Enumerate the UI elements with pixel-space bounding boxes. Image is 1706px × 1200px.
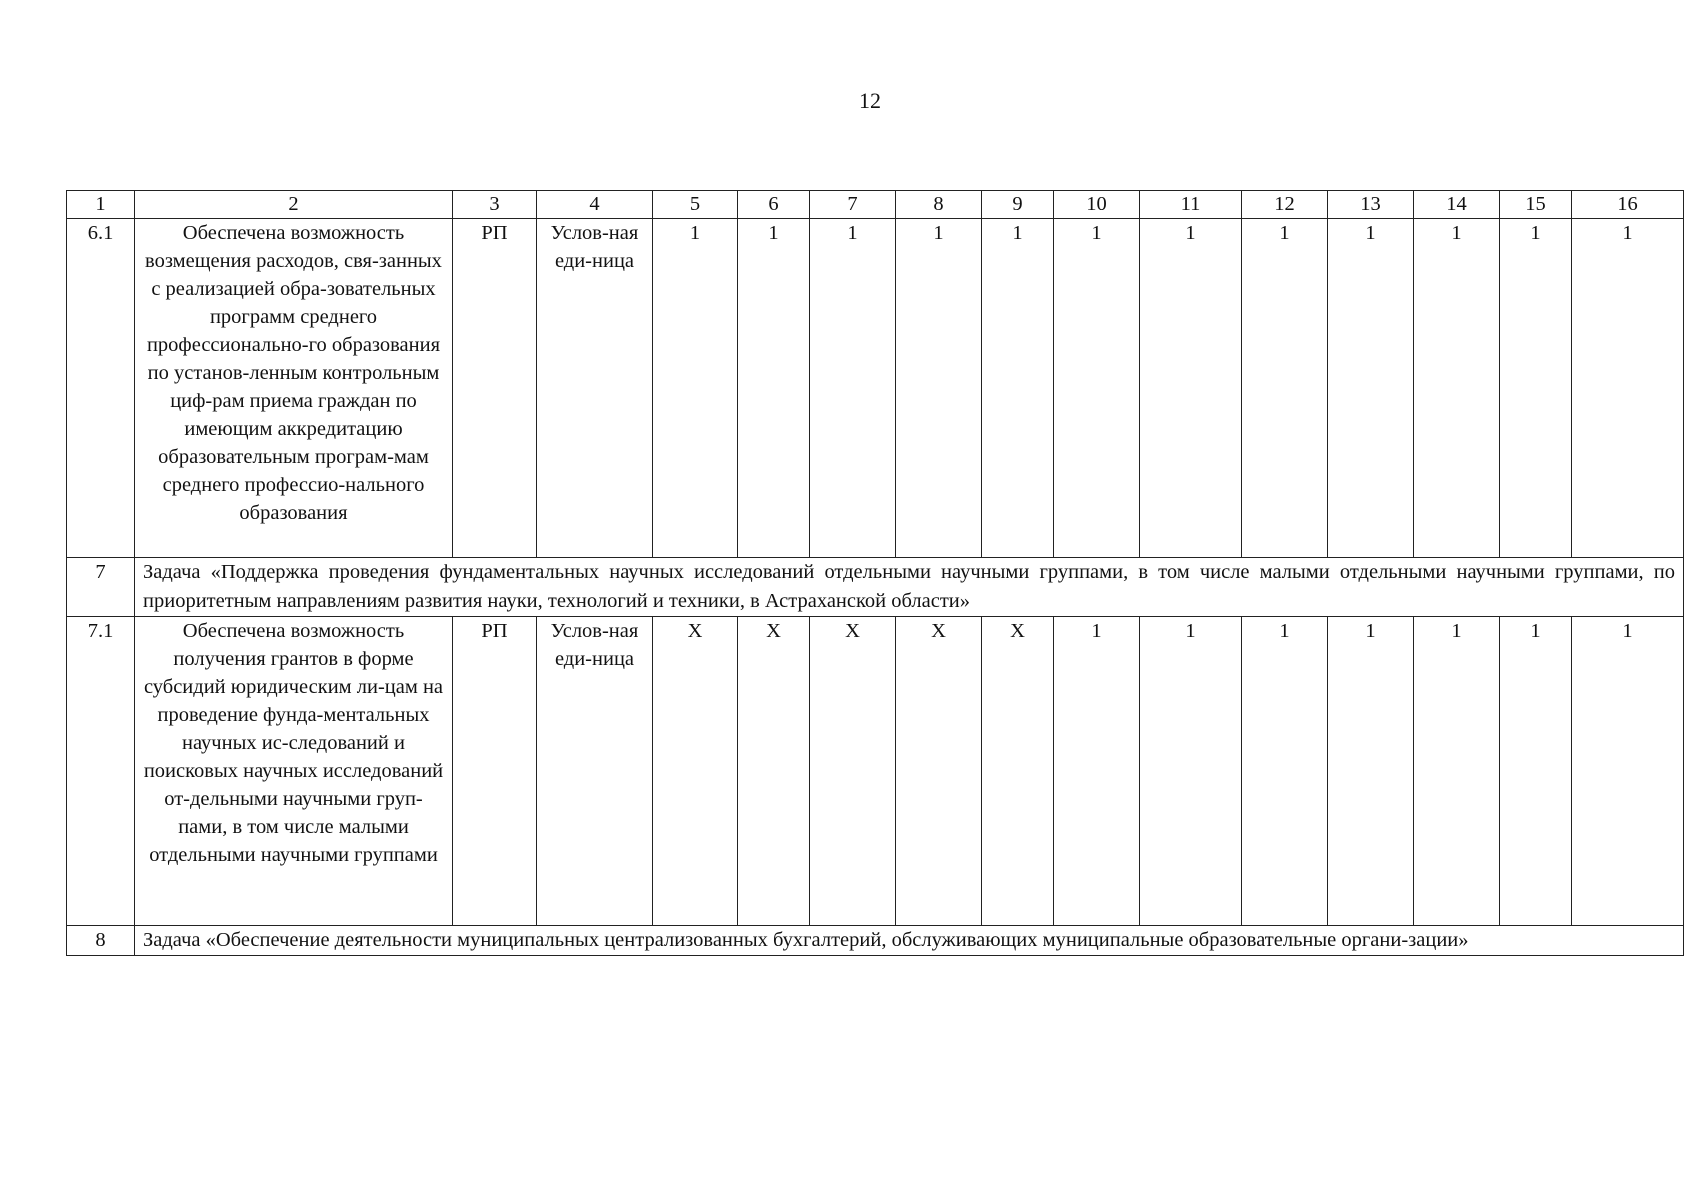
value-cell: 1 — [1500, 617, 1572, 926]
indicator-table — [66, 190, 1684, 956]
column-header: 4 — [537, 191, 653, 219]
column-header: 15 — [1500, 191, 1572, 219]
column-header: 3 — [453, 191, 537, 219]
value-cell: 1 — [1414, 219, 1500, 558]
value-cell: X — [982, 617, 1054, 926]
column-header: 16 — [1572, 191, 1684, 219]
column-header: 1 — [67, 191, 135, 219]
value-cell: 1 — [896, 219, 982, 558]
value-cell: 1 — [1242, 219, 1328, 558]
value-cell: 1 — [810, 219, 896, 558]
indicator-description: Обеспечена возможность возмещения расходов, свя-занных с реализацией обра-зовательных программ среднего профессионально-го образования по установ-ленным контрольным циф-рам приема граждан по имеющим аккредитацию образовательным програм-мам среднего профессио-нального образования — [135, 219, 453, 558]
indicator-description: Обеспечена возможность получения грантов в форме субсидий юридическим ли-цам на проведение фунда-ментальных научных ис-следований и поисковых научных исследований от-дельными научными груп-пами, в том числе малыми отдельными научными группами — [135, 617, 453, 926]
value-cell: 1 — [1140, 219, 1242, 558]
value-cell: 1 — [1500, 219, 1572, 558]
value-cell: 1 — [1328, 617, 1414, 926]
value-cell: 1 — [1328, 219, 1414, 558]
row-number: 7 — [67, 558, 135, 617]
column-header: 11 — [1140, 191, 1242, 219]
value-cell: X — [738, 617, 810, 926]
column-header: 6 — [738, 191, 810, 219]
value-cell: X — [653, 617, 738, 926]
value-cell: X — [896, 617, 982, 926]
row-number: 7.1 — [67, 617, 135, 926]
column-header: 10 — [1054, 191, 1140, 219]
task-row — [67, 558, 1684, 617]
task-row — [67, 926, 1684, 956]
column-header: 2 — [135, 191, 453, 219]
value-cell: 1 — [738, 219, 810, 558]
value-cell: 1 — [1414, 617, 1500, 926]
page-number: 12 — [859, 88, 881, 113]
value-cell: 1 — [1054, 617, 1140, 926]
column-header: 7 — [810, 191, 896, 219]
source-cell: РП — [453, 219, 537, 558]
value-cell: 1 — [1054, 219, 1140, 558]
column-header: 5 — [653, 191, 738, 219]
table-header-row — [67, 191, 1684, 219]
table-row — [67, 219, 1684, 558]
value-cell: 1 — [982, 219, 1054, 558]
task-description: Задача «Поддержка проведения фундаментальных научных исследований отдельными научными группами, в том числе малыми отдельными научными группами, по приоритетным направлениям развития науки, технологий и техники, в Астраханской области» — [135, 558, 1684, 617]
value-cell: 1 — [1572, 219, 1684, 558]
column-header: 9 — [982, 191, 1054, 219]
row-number: 6.1 — [67, 219, 135, 558]
column-header: 8 — [896, 191, 982, 219]
source-cell: РП — [453, 617, 537, 926]
table-row — [67, 617, 1684, 926]
unit-cell: Услов-ная еди-ница — [537, 617, 653, 926]
row-number: 8 — [67, 926, 135, 956]
value-cell: 1 — [653, 219, 738, 558]
value-cell: X — [810, 617, 896, 926]
column-header: 12 — [1242, 191, 1328, 219]
value-cell: 1 — [1572, 617, 1684, 926]
task-description: Задача «Обеспечение деятельности муниципальных централизованных бухгалтерий, обслуживающих муниципальные образовательные органи-зации» — [135, 926, 1684, 956]
column-header: 13 — [1328, 191, 1414, 219]
unit-cell: Услов-ная еди-ница — [537, 219, 653, 558]
column-header: 14 — [1414, 191, 1500, 219]
value-cell: 1 — [1242, 617, 1328, 926]
value-cell: 1 — [1140, 617, 1242, 926]
